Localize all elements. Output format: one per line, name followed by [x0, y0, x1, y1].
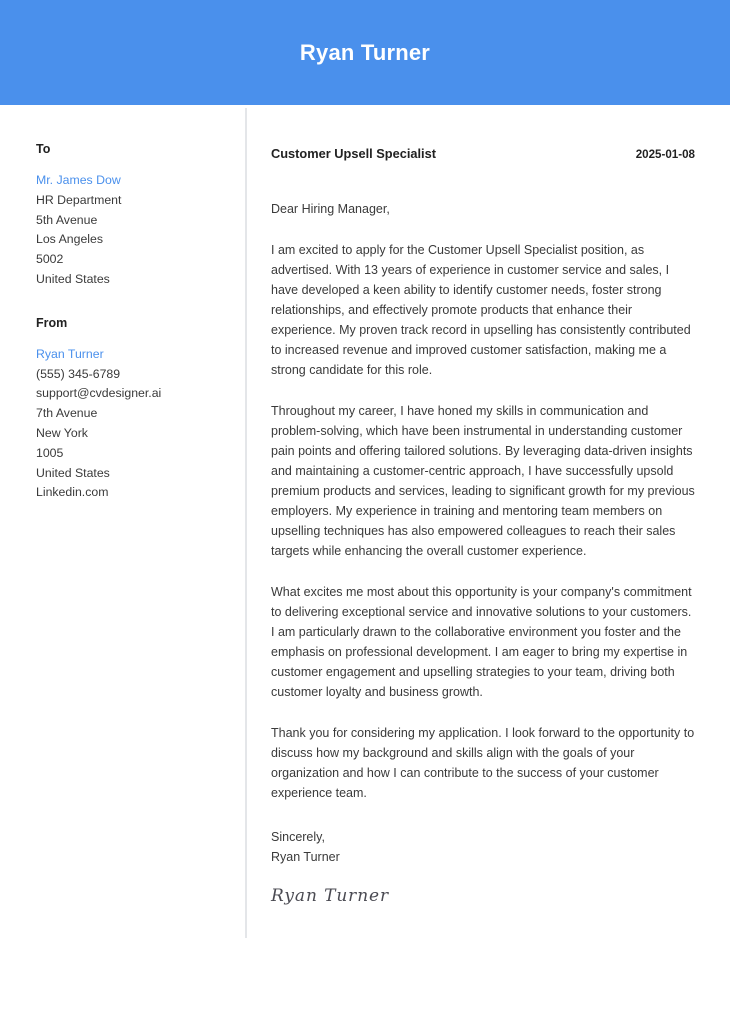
sender-city: New York — [36, 425, 88, 440]
sender-block — [36, 316, 245, 503]
recipient-country: United States — [36, 271, 110, 286]
recipient-department: HR Department — [36, 192, 122, 207]
letter-paragraph-4: Thank you for considering my application. I look forward to the opportunity to discuss how my background and skills align with the goals of your organization and how I can contribute to the success of your customer experience team. — [271, 725, 695, 800]
sender-country: United States — [36, 465, 110, 480]
letter-paragraph-1: I am excited to apply for the Customer Upsell Specialist position, as advertised. With 13 years of experience in customer service and sales, I have developed a keen ability to identify customer needs, foster strong relationships, and effectively promote products that enhance their experience. My proven track record in upselling has consistently contributed to increased revenue and improved customer satisfaction, making me a strong candidate for this role. — [271, 242, 691, 377]
to-heading: To — [36, 142, 51, 156]
recipient-block — [36, 142, 245, 290]
letter-body — [0, 105, 730, 1024]
signature: Ryan Turner — [271, 885, 390, 906]
job-title: Customer Upsell Specialist — [271, 146, 436, 161]
closing-block — [271, 827, 695, 867]
sender-street: 7th Avenue — [36, 406, 98, 421]
letter-paragraph-3: What excites me most about this opportunity is your company's commitment to delivering exceptional service and innovative solutions to your customers. I am particularly drawn to the collaborative environment you foster and the emphasis on professional development. I am eager to bring my expertise in customer engagement and upselling strategies to your team, driving both customer loyalty and business growth. — [271, 584, 692, 699]
sender-email[interactable]: support@cvdesigner.ai — [36, 386, 162, 401]
sender-linkedin[interactable]: Linkedin.com — [36, 485, 109, 500]
letter-paragraph-2: Throughout my career, I have honed my skills in communication and problem-solving, which have been instrumental in understanding customer pain points and offering tailored solutions. By leveraging data-driven insights and maintaining a customer-centric approach, I have successfully upsold premium products and services, leading to significant growth for my previous employers. My experience in training and mentoring team members on upselling techniques has also empowered colleagues to reach their sales targets while enhancing the overall customer experience. — [271, 403, 695, 558]
page-title: Ryan Turner — [299, 39, 431, 65]
from-heading: From — [36, 315, 68, 330]
sidebar — [0, 105, 245, 529]
sender-name: Ryan Turner — [36, 346, 104, 361]
closing-word: Sincerely, — [271, 829, 325, 844]
recipient-city: Los Angeles — [36, 232, 104, 247]
salutation: Dear Hiring Manager, — [271, 201, 390, 216]
title-row — [271, 146, 695, 162]
letter-date: 2025-01-08 — [635, 148, 695, 161]
sender-postal-code: 1005 — [36, 445, 64, 460]
header-banner — [0, 0, 730, 105]
column-divider — [245, 108, 247, 938]
sender-phone[interactable]: (555) 345-6789 — [36, 366, 121, 381]
main-content — [271, 105, 695, 906]
recipient-name: Mr. James Dow — [36, 173, 121, 187]
closing-name: Ryan Turner — [271, 849, 340, 864]
recipient-postal-code: 5002 — [36, 252, 64, 267]
recipient-street: 5th Avenue — [36, 212, 98, 227]
